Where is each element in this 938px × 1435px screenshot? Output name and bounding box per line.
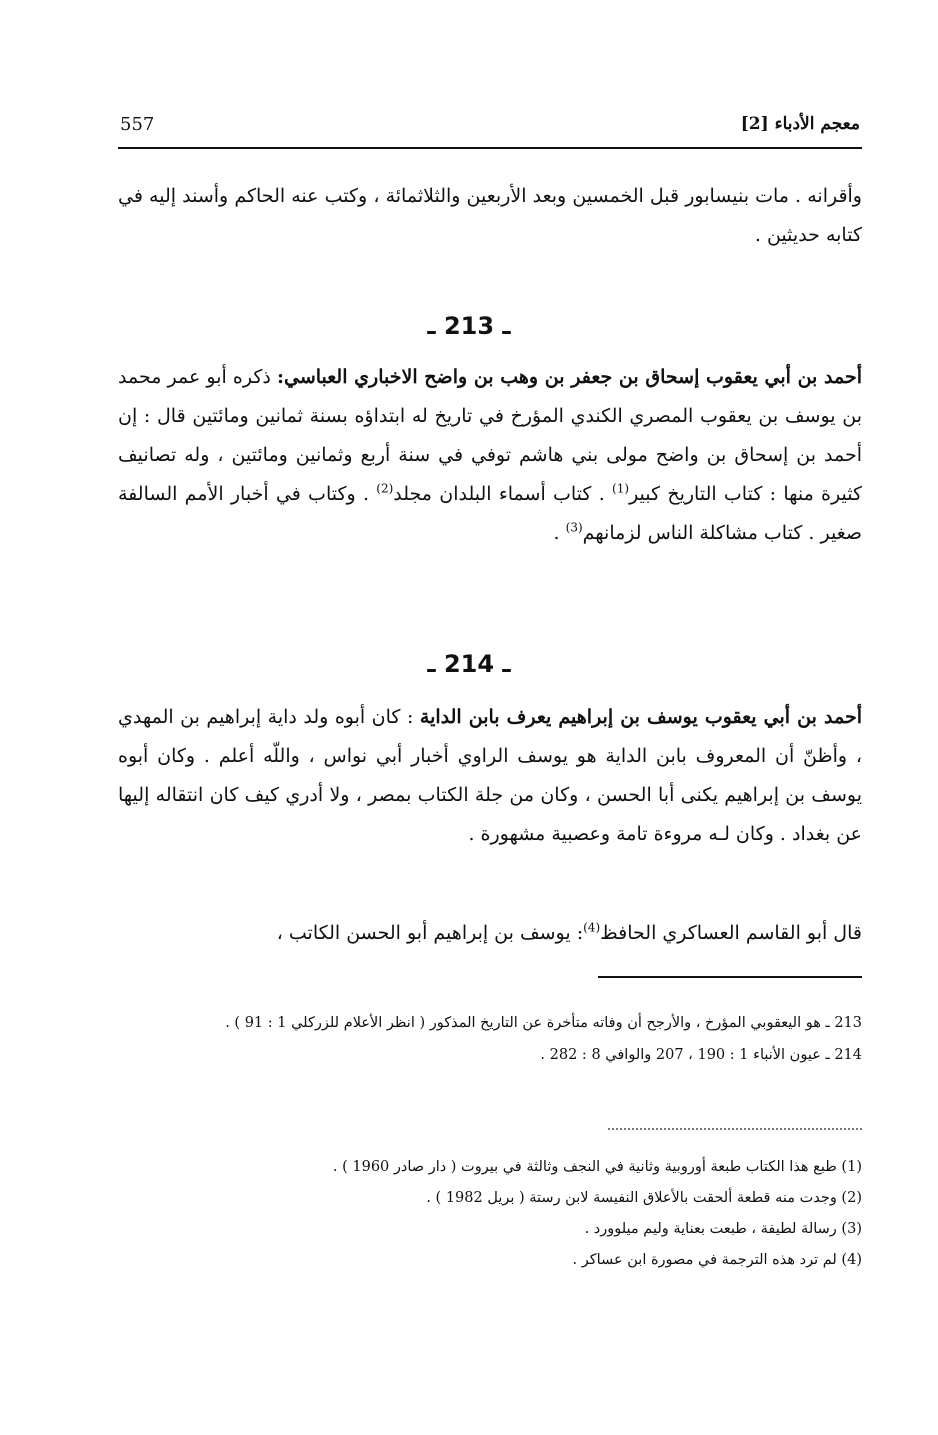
entry-214-heading: أحمد بن أبي يعقوب يوسف بن إبراهيم يعرف بابن الداية xyxy=(419,706,862,728)
footnote-3: (3) رسالة لطيفة ، طبعت بعناية وليم ميلوورد . xyxy=(584,1221,862,1237)
footnote-ref-2: (2) xyxy=(376,481,394,496)
footnote-ref-3: (3) xyxy=(565,520,583,535)
footnotes-dotted-rule xyxy=(608,1128,862,1130)
editor-notes xyxy=(118,1010,862,1068)
entry-213-body-4: . xyxy=(553,522,566,544)
entry-213-body-2: . كتاب أسماء البلدان مجلد xyxy=(393,483,613,505)
header-rule xyxy=(118,147,862,149)
footnote-4: (4) لم ترد هذه الترجمة في مصورة ابن عساكر . xyxy=(572,1252,862,1268)
running-header: معجم الأدباء [2] xyxy=(740,114,860,134)
entry-number-214: ـ 214 ـ xyxy=(427,650,511,678)
entry-214-text xyxy=(118,698,862,854)
editor-note-213: 213 ـ هو اليعقوبي المؤرخ ، والأرجح أن وفاته متأخرة عن التاريخ المذكور ( انظر الأعلام للزركلي 1 : 91 ) . xyxy=(225,1015,862,1031)
footnote-2: (2) وجدت منه قطعة ألحقت بالأعلاق النفيسة لابن رستة ( بريل 1982 ) . xyxy=(426,1190,862,1206)
entry-214-paragraph-2 xyxy=(118,914,862,953)
footnote-ref-1: (1) xyxy=(612,481,630,496)
entry-213-body-1: ذكره أبو عمر محمد بن يوسف بن يعقوب المصري الكندي المؤرخ في تاريخ له ابتداؤه بسنة ثمانين ومائتين قال : إن أحمد بن إسحاق بن واضح مولى بني هاشم توفي في سنة أربع وثمانين ومائتين ، وله تصانيف كثيرة منها : كتاب التاريخ كبير xyxy=(118,366,862,505)
footnote-ref-4: (4) xyxy=(583,920,601,935)
footnote-1: (1) طبع هذا الكتاب طبعة أوروبية وثانية في النجف وثالثة في بيروت ( دار صادر 1960 ) . xyxy=(332,1159,862,1175)
intro-paragraph: وأقرانه . مات بنيسابور قبل الخمسين وبعد الأربعين والثلاثمائة ، وكتب عنه الحاكم وأسند إليه في كتابه حديثين . xyxy=(118,185,862,246)
notes-rule xyxy=(598,976,862,978)
entry-213-body-3: . وكتاب في أخبار الأمم السالفة صغير . كتاب مشاكلة الناس لزمانهم xyxy=(118,483,862,544)
entry-214-para-2a: قال أبو القاسم العساكري الحافظ xyxy=(600,922,862,944)
entry-214-para-2b: : يوسف بن إبراهيم أبو الحسن الكاتب ، xyxy=(276,922,584,944)
page-number: 557 xyxy=(120,114,155,135)
entry-213-text xyxy=(118,358,862,553)
footnotes xyxy=(118,1152,862,1276)
entry-number-213: ـ 213 ـ xyxy=(427,312,511,340)
entry-213-heading: أحمد بن أبي يعقوب إسحاق بن جعفر بن وهب بن واضح الاخباري العباسي: xyxy=(276,366,862,388)
entry-214-body-1: : كان أبوه ولد داية إبراهيم بن المهدي ، وأظنّ أن المعروف بابن الداية هو يوسف الراوي أخبار أبي نواس ، واللّه أعلم . وكان أبوه يوسف بن إبراهيم يكنى أبا الحسن ، وكان من جلة الكتاب بمصر ، ولا أدري كيف كان انتقاله إليها عن بغداد . وكان لـه مروءة تامة وعصبية مشهورة . xyxy=(118,706,862,845)
editor-note-214: 214 ـ عيون الأنباء 1 : 190 ، 207 والوافي 8 : 282 . xyxy=(540,1047,862,1063)
